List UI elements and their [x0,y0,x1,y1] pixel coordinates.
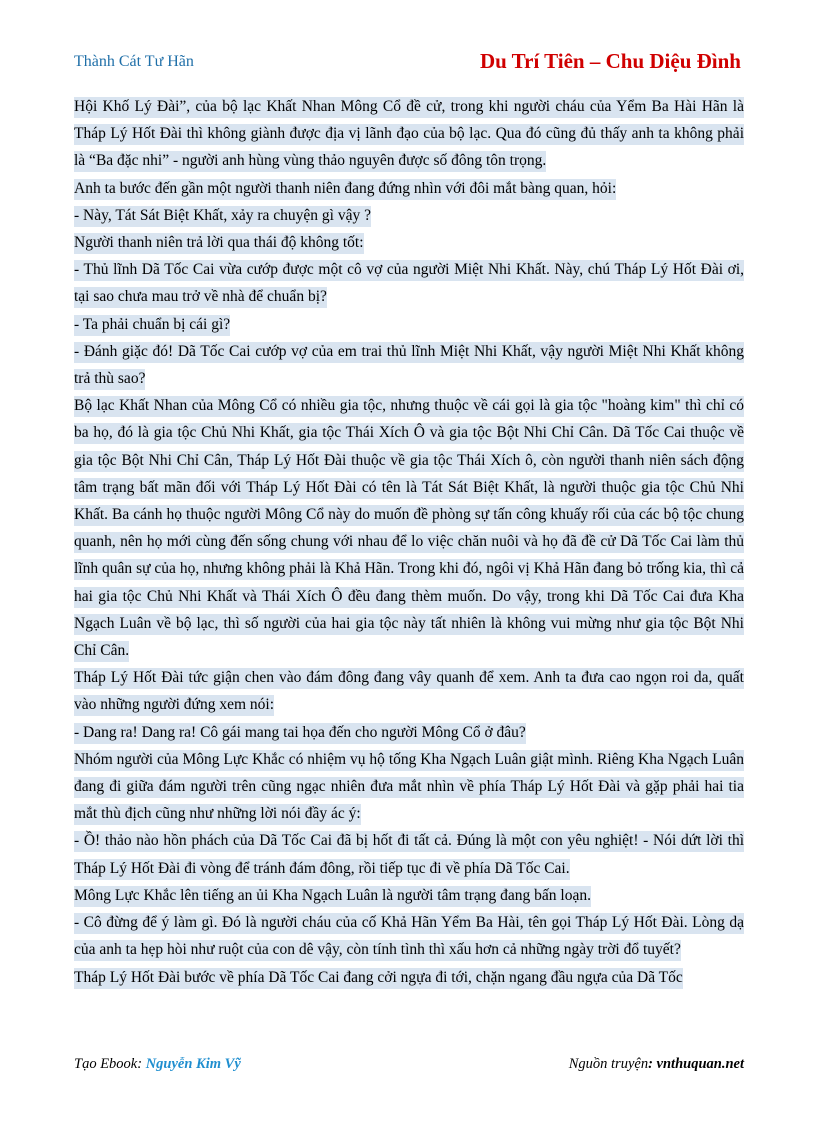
paragraph: - Ta phải chuẩn bị cái gì? [74,311,744,338]
page-body [74,93,744,991]
paragraph: Tháp Lý Hốt Đài bước về phía Dã Tốc Cai đang cởi ngựa đi tới, chặn ngang đầu ngựa của Dã Tốc [74,964,744,991]
source-label: Nguồn truyện [568,1056,649,1072]
ebook-credit: Tạo Ebook: Nguyễn Kim Vỹ [74,1056,241,1072]
paragraph: - Cô đừng để ý làm gì. Đó là người cháu của cố Khả Hãn Yểm Ba Hài, tên gọi Tháp Lý Hốt Đài. Lòng dạ của anh ta hẹp hòi như ruột của con dê vậy, còn tính tình thì xấu hơn cả những ngày trời đổ tuyết? [74,909,744,963]
paragraph: Anh ta bước đến gần một người thanh niên đang đứng nhìn với đôi mắt bàng quan, hỏi: [74,175,744,202]
creator-name: Nguyễn Kim Vỹ [145,1056,241,1072]
authors: Du Trí Tiên – Chu Diệu Đình [479,49,741,73]
paragraph: Bộ lạc Khất Nhan của Mông Cổ có nhiều gia tộc, nhưng thuộc về cái gọi là gia tộc "hoàng kim" thì chỉ có ba họ, đó là gia tộc Chủ Nhi Khất, gia tộc Thái Xích Ô và gia tộc Bột Nhi Chỉ Cân. Dã Tốc Cai thuộc về gia tộc Bột Nhi Chỉ Cân, Tháp Lý Hốt Đài thuộc về gia tộc Thái Xích ô, còn người thanh niên sách động tâm trạng bất mãn đối với Tháp Lý Hốt Đài có tên là Tát Sát Biệt Khất, là người thuộc gia tộc Chủ Nhi Khất. Ba cánh họ thuộc người Mông Cổ này do muốn đề phòng sự tấn công khuấy rối của các bộ tộc chung quanh, nên họ mới cùng đến sống chung với nhau để lo việc chăn nuôi và họ đã đề cử Dã Tốc Cai làm thủ lĩnh quân sự của họ, nhưng không phải là Khả Hãn. Trong khi đó, ngôi vị Khả Hãn đang bỏ trống kia, thì cả hai gia tộc Chủ Nhi Khất và Thái Xích Ô đều đang thèm muốn. Do vậy, trong khi Dã Tốc Cai đưa Kha Ngạch Luân về bộ lạc, thì số người của hai gia tộc này tất nhiên là không vui mừng như gia tộc Bột Nhi Chỉ Cân. [74,392,744,664]
paragraph: - Đánh giặc đó! Dã Tốc Cai cướp vợ của em trai thủ lĩnh Miệt Nhi Khất, vậy người Miệt Nhi Khất không trả thù sao? [74,338,744,392]
creator-label: Tạo Ebook [74,1056,138,1072]
paragraph: Tháp Lý Hốt Đài tức giận chen vào đám đông đang vây quanh để xem. Anh ta đưa cao ngọn roi da, quất vào những người đứng xem nói: [74,664,744,718]
paragraph: Hội Khố Lý Đài”, của bộ lạc Khất Nhan Mông Cổ đề cử, trong khi người cháu của Yểm Ba Hài Hãn là Tháp Lý Hốt Đài thì không giành được địa vị lãnh đạo của bộ lạc. Qua đó cũng đủ thấy anh ta không phải là “Ba đặc nhi” - người anh hùng vùng thảo nguyên được số đông tôn trọng. [74,93,744,175]
paragraph: Nhóm người của Mông Lực Khắc có nhiệm vụ hộ tống Kha Ngạch Luân giật mình. Riêng Kha Ngạch Luân đang đi giữa đám người trên cũng ngạc nhiên đưa mắt nhìn về phía Tháp Lý Hốt Đài và gặp phải hai tia mắt thù địch cũng như những lời nói đầy ác ý: [74,746,744,828]
source-credit: Nguồn truyện: vnthuquan.net [568,1056,744,1072]
paragraph: Mông Lực Khắc lên tiếng an ủi Kha Ngạch Luân là người tâm trạng đang bấn loạn. [74,882,744,909]
paragraph: Người thanh niên trả lời qua thái độ không tốt: [74,229,744,256]
source-name: vnthuquan.net [656,1056,744,1072]
paragraph: - Ồ! thảo nào hồn phách của Dã Tốc Cai đã bị hốt đi tất cả. Đúng là một con yêu nghiệt! - Nói dứt lời thì Tháp Lý Hốt Đài đi vòng để tránh đám đông, rồi tiếp tục đi về phía Dã Tốc Cai. [74,827,744,881]
paragraph: - Này, Tát Sát Biệt Khất, xảy ra chuyện gì vậy ? [74,202,744,229]
paragraph: - Dang ra! Dang ra! Cô gái mang tai họa đến cho người Mông Cổ ở đâu? [74,719,744,746]
paragraph: - Thủ lĩnh Dã Tốc Cai vừa cướp được một cô vợ của người Miệt Nhi Khất. Này, chú Tháp Lý Hốt Đài ơi, tại sao chưa mau trở về nhà để chuẩn bị? [74,256,744,310]
book-title: Thành Cát Tư Hãn [74,53,194,70]
